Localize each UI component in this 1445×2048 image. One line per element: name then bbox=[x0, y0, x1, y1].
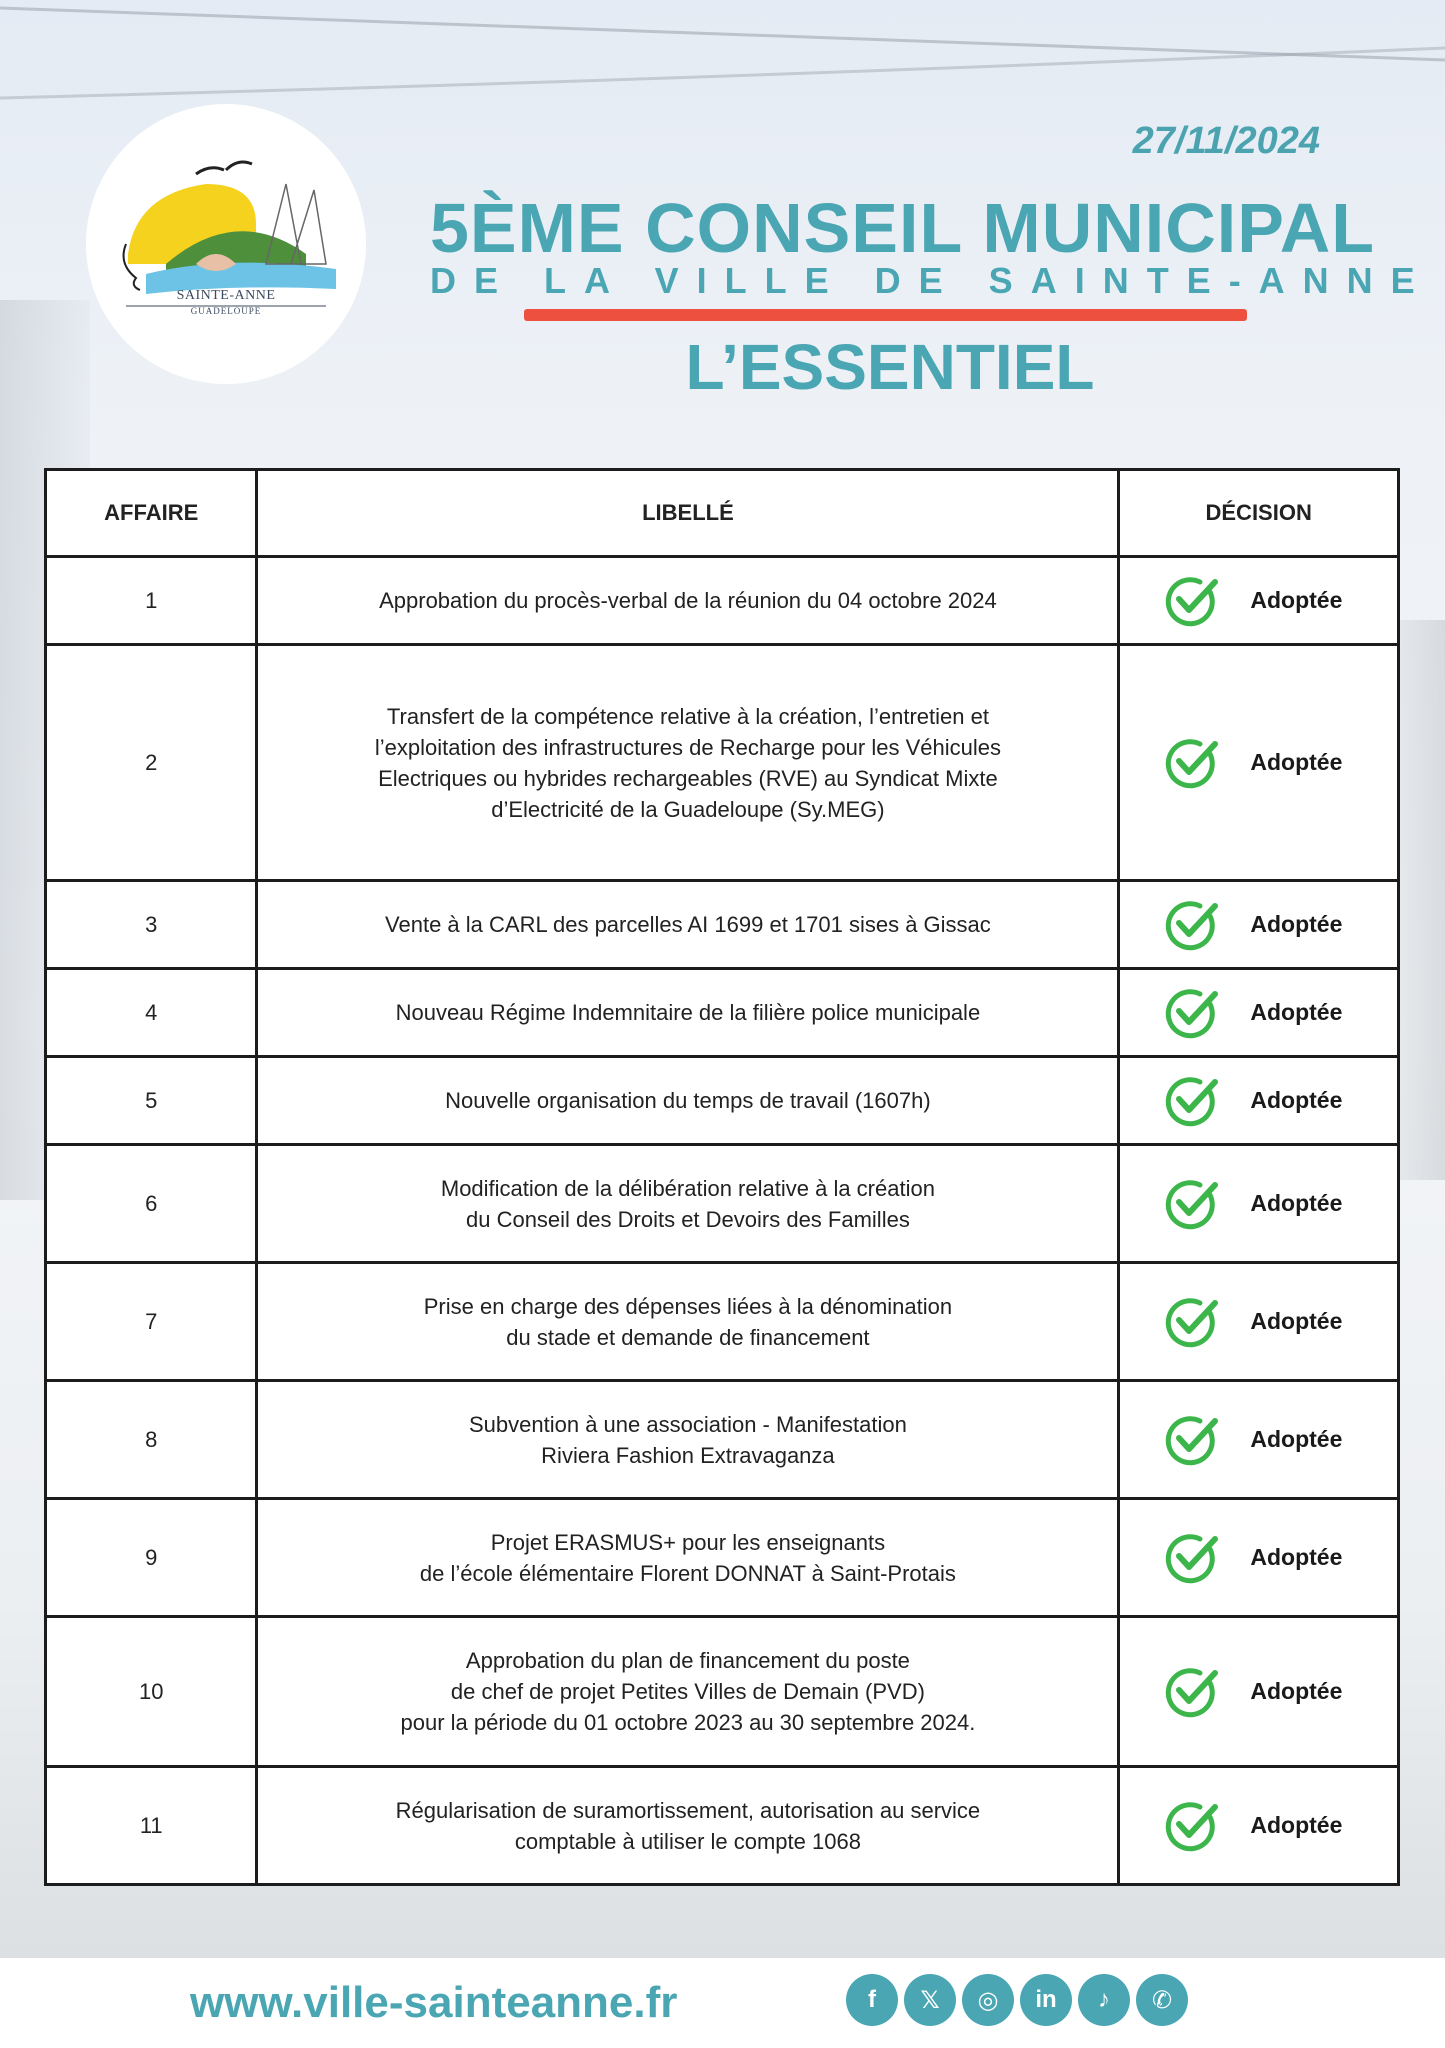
decision-cell bbox=[1119, 1057, 1399, 1145]
affaire-number: 10 bbox=[46, 1617, 257, 1767]
decision-cell bbox=[1119, 1499, 1399, 1617]
table-row bbox=[46, 1767, 1399, 1885]
libelle-cell bbox=[257, 557, 1119, 645]
table-row bbox=[46, 969, 1399, 1057]
footer bbox=[0, 1958, 1445, 2048]
libelle-cell bbox=[257, 1145, 1119, 1263]
decision-status bbox=[1120, 982, 1397, 1044]
check-circle-icon bbox=[1160, 1070, 1222, 1132]
libelle-cell bbox=[257, 1057, 1119, 1145]
check-circle-icon bbox=[1160, 570, 1222, 632]
decision-status bbox=[1120, 1173, 1397, 1235]
social-links bbox=[846, 1974, 1188, 2026]
table-row bbox=[46, 1145, 1399, 1263]
affaire-number: 5 bbox=[46, 1057, 257, 1145]
page-title: 5ÈME CONSEIL MUNICIPAL bbox=[430, 189, 1376, 267]
decision-cell bbox=[1119, 557, 1399, 645]
decision-label: Adoptée bbox=[1250, 1087, 1343, 1113]
affaire-number: 11 bbox=[46, 1767, 257, 1885]
affaire-number: 3 bbox=[46, 881, 257, 969]
decision-label: Adoptée bbox=[1250, 1426, 1343, 1452]
libelle-text: Nouveau Régime Indemnitaire de la filière police municipale bbox=[395, 1000, 981, 1025]
libelle-cell bbox=[257, 1767, 1119, 1885]
check-circle-icon bbox=[1160, 1173, 1222, 1235]
table-row bbox=[46, 645, 1399, 881]
affaire-number: 9 bbox=[46, 1499, 257, 1617]
libelle-cell bbox=[257, 1381, 1119, 1499]
decision-cell bbox=[1119, 1263, 1399, 1381]
table-header-row bbox=[46, 470, 1399, 557]
libelle-text: Prise en charge des dépenses liées à la dénomination du stade et demande de financement bbox=[423, 1293, 953, 1350]
libelle-text: Modification de la délibération relative à la création du Conseil des Droits et Devoirs des Familles bbox=[440, 1175, 935, 1232]
decision-label: Adoptée bbox=[1250, 1544, 1343, 1570]
affaire-number: 6 bbox=[46, 1145, 257, 1263]
table-row bbox=[46, 557, 1399, 645]
check-circle-icon bbox=[1160, 1527, 1222, 1589]
decision-status bbox=[1120, 1409, 1397, 1471]
decision-status bbox=[1120, 1661, 1397, 1723]
decision-label: Adoptée bbox=[1250, 749, 1343, 775]
whatsapp-icon[interactable]: ✆ bbox=[1136, 1974, 1188, 2026]
libelle-cell bbox=[257, 645, 1119, 881]
libelle-cell bbox=[257, 1617, 1119, 1767]
decision-cell bbox=[1119, 645, 1399, 881]
table-row bbox=[46, 881, 1399, 969]
logo-region-name: GUADELOUPE bbox=[190, 306, 262, 316]
decision-cell bbox=[1119, 969, 1399, 1057]
table-row bbox=[46, 1057, 1399, 1145]
sainte-anne-logo bbox=[86, 104, 366, 384]
libelle-text: Subvention à une association - Manifestation Riviera Fashion Extravaganza bbox=[469, 1411, 907, 1468]
decision-label: Adoptée bbox=[1250, 1190, 1343, 1216]
decision-status bbox=[1120, 1527, 1397, 1589]
decision-cell bbox=[1119, 881, 1399, 969]
facebook-icon[interactable]: f bbox=[846, 1974, 898, 2026]
libelle-text: Vente à la CARL des parcelles AI 1699 et 1701 sises à Gissac bbox=[385, 912, 991, 937]
decision-label: Adoptée bbox=[1250, 1812, 1343, 1838]
tiktok-icon[interactable]: ♪ bbox=[1078, 1974, 1130, 2026]
title-divider bbox=[524, 309, 1247, 321]
decision-status bbox=[1120, 894, 1397, 956]
header-decision: DÉCISION bbox=[1119, 470, 1399, 557]
website-link[interactable]: www.ville-sainteanne.fr bbox=[190, 1978, 678, 2027]
libelle-text: Nouvelle organisation du temps de travail (1607h) bbox=[445, 1088, 931, 1113]
decision-label: Adoptée bbox=[1250, 999, 1343, 1025]
libelle-cell bbox=[257, 1263, 1119, 1381]
libelle-text: Projet ERASMUS+ pour les enseignants de l’école élémentaire Florent DONNAT à Saint-Protais bbox=[419, 1529, 956, 1586]
decision-cell bbox=[1119, 1145, 1399, 1263]
page-subtitle: DE LA VILLE DE SAINTE-ANNE bbox=[430, 260, 1433, 301]
check-circle-icon bbox=[1160, 982, 1222, 1044]
decision-label: Adoptée bbox=[1250, 1308, 1343, 1334]
libelle-text: Approbation du plan de financement du poste de chef de projet Petites Villes de Demain (PVD) pour la période du 01 octobre 2023 au 30 septembre 2024. bbox=[400, 1648, 976, 1735]
decision-cell bbox=[1119, 1617, 1399, 1767]
agenda-table bbox=[44, 468, 1400, 1886]
check-circle-icon bbox=[1160, 732, 1222, 794]
logo-town-name: SAINTE-ANNE bbox=[176, 288, 276, 303]
affaire-number: 8 bbox=[46, 1381, 257, 1499]
table-row bbox=[46, 1263, 1399, 1381]
instagram-icon[interactable]: ◎ bbox=[962, 1974, 1014, 2026]
decision-status bbox=[1120, 1795, 1397, 1857]
check-circle-icon bbox=[1160, 894, 1222, 956]
table-row bbox=[46, 1617, 1399, 1767]
table-row bbox=[46, 1499, 1399, 1617]
x-icon[interactable]: 𝕏 bbox=[904, 1974, 956, 2026]
libelle-cell bbox=[257, 1499, 1119, 1617]
decision-label: Adoptée bbox=[1250, 587, 1343, 613]
decision-cell bbox=[1119, 1381, 1399, 1499]
libelle-cell bbox=[257, 969, 1119, 1057]
decision-status bbox=[1120, 1070, 1397, 1132]
affaire-number: 4 bbox=[46, 969, 257, 1057]
affaire-number: 1 bbox=[46, 557, 257, 645]
libelle-text: Transfert de la compétence relative à la création, l’entretien et l’exploitation des infrastructures de Recharge pour les Véhicules Electriques ou hybrides rechargeables (RVE) au Syndicat Mixte d’Electricité de la Guadeloupe (Sy.MEG) bbox=[374, 703, 1001, 822]
header-affaire: AFFAIRE bbox=[46, 470, 257, 557]
check-circle-icon bbox=[1160, 1661, 1222, 1723]
decision-status bbox=[1120, 570, 1397, 632]
check-circle-icon bbox=[1160, 1409, 1222, 1471]
affaire-number: 7 bbox=[46, 1263, 257, 1381]
check-circle-icon bbox=[1160, 1291, 1222, 1353]
section-heading: L’ESSENTIEL bbox=[685, 331, 1095, 403]
libelle-text: Régularisation de suramortissement, autorisation au service comptable à utiliser le compte 1068 bbox=[395, 1797, 981, 1854]
header-libelle: LIBELLÉ bbox=[257, 470, 1119, 557]
decision-label: Adoptée bbox=[1250, 1678, 1343, 1704]
check-circle-icon bbox=[1160, 1795, 1222, 1857]
meeting-date: 27/11/2024 bbox=[1132, 120, 1320, 162]
decision-status bbox=[1120, 1291, 1397, 1353]
libelle-cell bbox=[257, 881, 1119, 969]
decision-cell bbox=[1119, 1767, 1399, 1885]
linkedin-icon[interactable]: in bbox=[1020, 1974, 1072, 2026]
affaire-number: 2 bbox=[46, 645, 257, 881]
libelle-text: Approbation du procès-verbal de la réunion du 04 octobre 2024 bbox=[379, 588, 997, 613]
table-row bbox=[46, 1381, 1399, 1499]
decision-status bbox=[1120, 732, 1397, 794]
decision-label: Adoptée bbox=[1250, 911, 1343, 937]
